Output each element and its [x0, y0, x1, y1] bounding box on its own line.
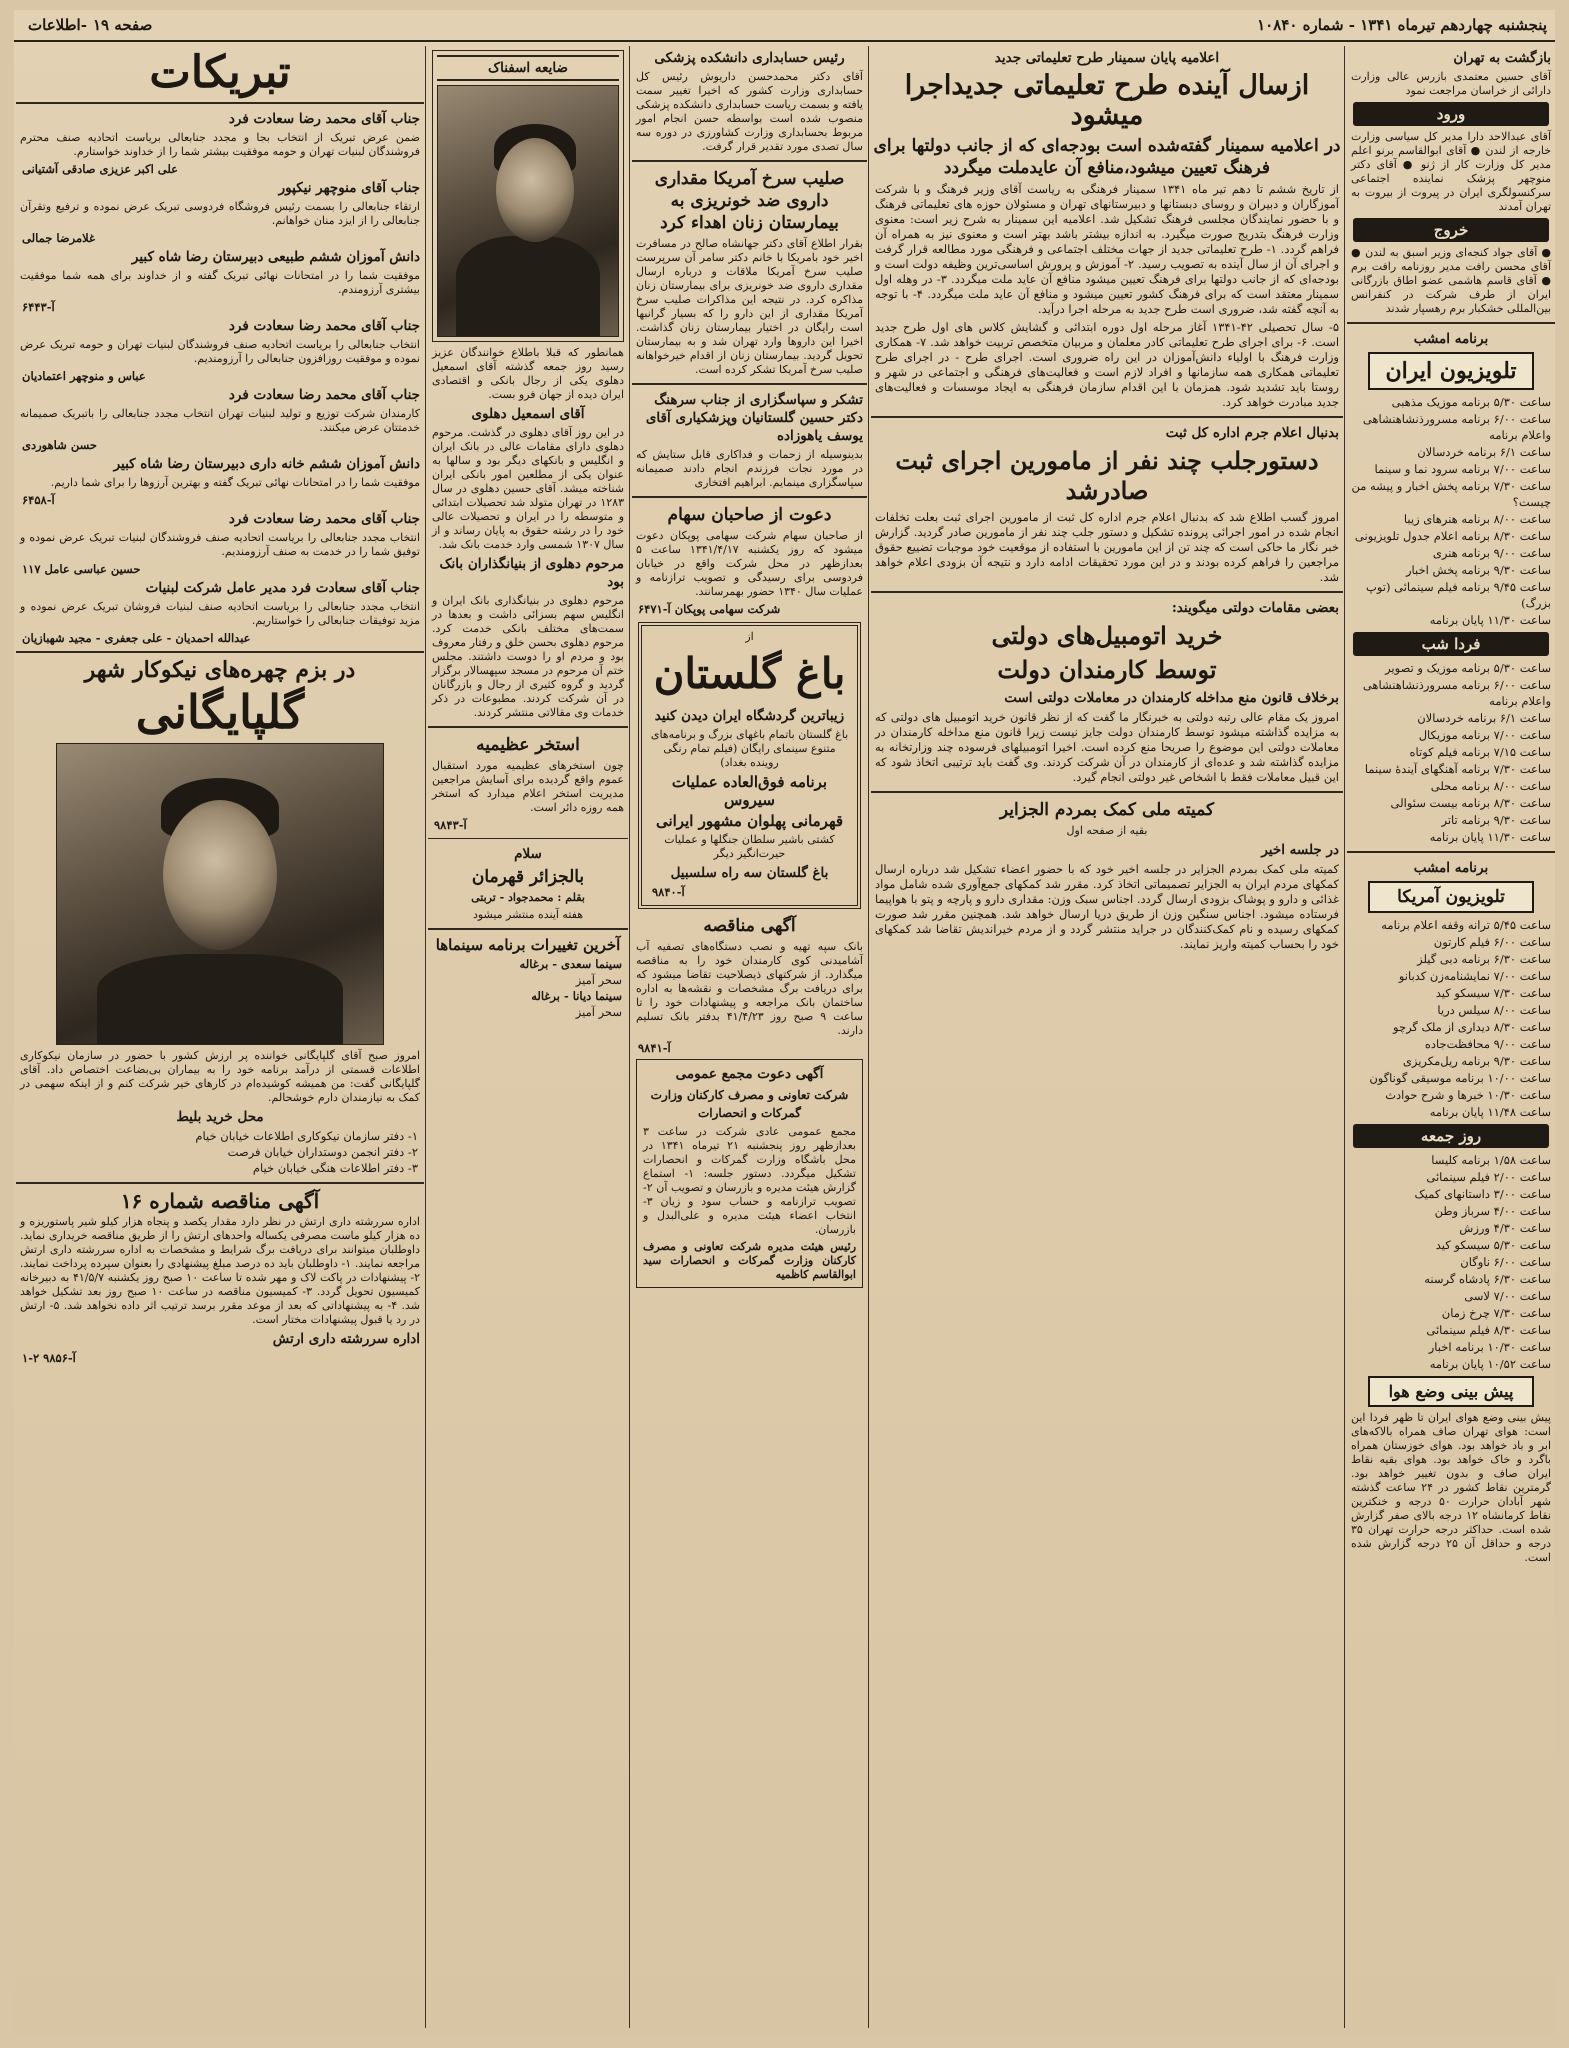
- congrats-item: [16, 510, 424, 576]
- face-shape: [163, 800, 277, 950]
- assembly-text: مجمع عمومی عادی شرکت در ساعت ۳ بعدازظهر روز پنجشنبه ۲۱ تیرماه ۱۳۴۱ در محل باشگاه وزارت گمرکات و انحصارات تشکیل میگردد. دستور جلسه: ۱- استماع گزارش هیئت مدیره و بازرسان و تصویب آن ۲- تصویب ترازنامه و حساب سود و زیان ۳- انتخاب اعضاء هیئت مدیره و علی‌البدل و بازرسان.: [643, 1125, 856, 1236]
- divider: [16, 1182, 424, 1184]
- greeting: سلام: [514, 846, 542, 862]
- program-line: ساعت ۶/۰۰ برنامه مسرورذنشاهنشاهی واعلام برنامه: [1362, 678, 1551, 708]
- registry-subtitle: بدنبال اعلام جرم اداره کل ثبت: [1165, 425, 1339, 441]
- program-line: ساعت ۴/۰۰ سرباز وطن: [1434, 1204, 1551, 1218]
- registry-body: امروز گسب اطلاع شد که بدنبال اعلام جرم اداره کل ثبت از مامورین اجرای ثبت بعلت تخلفات انجام شده در امور اجرائی پرونده تشکیل و دستور جلب چند نفر از مامورین صادر گردید. گزارش خبر نگار ما حاکی است که چند تن از این مامورین با استفاده از موقعیت خود موجبات تضییع حقوق مراجعین را فراهم کرده بودند و در این مورد تحقیقات ادامه دارد و نتیجه آن بزودی اعلام خواهد شد.: [875, 510, 1339, 584]
- program-line: ساعت ۸/۰۰ سیلس دریا: [1437, 1003, 1551, 1017]
- divider: [16, 651, 424, 653]
- column-rule: [425, 46, 426, 2028]
- feature-title: در بزم چهره‌های نیکوکار شهر: [84, 657, 356, 683]
- congrats-sender: آ-۶۴۵۸: [22, 493, 55, 507]
- newspaper-page: [14, 10, 1555, 2036]
- friday-heading: روز جمعه: [1353, 1124, 1549, 1148]
- congrats-item: [16, 317, 424, 383]
- registry-headline: دستورجلب چند نفر از مامورین اجرای ثبت صادرشد: [895, 446, 1319, 505]
- column-announcements: [632, 46, 867, 2028]
- congrats-item: [16, 579, 424, 645]
- obituary-block: [432, 50, 624, 342]
- cars-subtitle: بعضی مقامات دولتی میگویند:: [1171, 600, 1339, 616]
- congrats-message: انتخاب جنابعالی را بریاست اتحادیه صنف فروشندگان لبنیات تهران و حومه تبریک عرض نموده و موفقیت روزافزون جنابعالی را آرزومندیم.: [20, 338, 420, 365]
- program-line: ساعت ۹/۰۰ محافظت‌جاده: [1424, 1037, 1551, 1051]
- feature-name: گلپایگانی: [135, 685, 305, 739]
- garden-address: باغ گلستان سه راه سلسبیل: [670, 865, 829, 881]
- program-line: ساعت ۱۰/۰۰ برنامه موسیقی گوناگون: [1369, 1071, 1551, 1085]
- book-author: بقلم : محمدجواد - تربتی: [471, 891, 585, 904]
- congrats-item: [16, 386, 424, 452]
- obituary-title: ضایعه اسفناک: [437, 55, 619, 81]
- congrats-sender: علی اکبر عزیزی صادقی آشتیانی: [22, 162, 179, 176]
- departures-heading: خروج: [1353, 218, 1549, 242]
- program-line: ساعت ۵/۴۵ ترانه وقفه اعلام برنامه: [1381, 918, 1551, 932]
- medical-accounting-text: آقای دکتر محمدحسن داریوش رئیس کل حسابداری وزارت کشور که اخیرا تغییر سمت یافته و بسمت ریاست حسابداری دانشکده پزشکی منصوب شده است بواسطه حسن انجام امور مربوط بحسابداری وزارت کشاورزی در دوره سه سال تصدی مورد تقدیر قرار گرفت.: [636, 70, 863, 153]
- congrats-sender: آ-۶۴۴۳: [22, 300, 55, 314]
- congrats-recipient: جناب آقای سعادت فرد مدیر عامل شرکت لبنیات: [145, 580, 420, 596]
- cinema-line: سحر آمیز: [575, 1005, 622, 1019]
- divider: [428, 928, 628, 930]
- congrats-sender: عباس و منوچهر اعتمادیان: [22, 369, 146, 383]
- return-text: آقای حسین معتمدی بازرس عالی وزارت دارائی از خراسان مراجعت نمود: [1351, 70, 1551, 97]
- bank-tender-title: آگهی مناقصه: [703, 916, 796, 936]
- thanks-text: بدینوسیله از زحمات و فداکاری قابل ستایش که در مورد نجات فرزندم انجام دادند صمیمانه سپاسگزاری مینمایم. ابراهیم افتخاری: [636, 448, 863, 489]
- obituary-sub-1: آقای اسمعیل دهلوی: [471, 406, 585, 422]
- garden-from: از: [745, 630, 754, 643]
- program-line: ساعت ۸/۳۰ برنامه بیست سئوالی: [1390, 796, 1551, 810]
- cars-headline-2: توسط کارمندان دولت: [997, 655, 1217, 684]
- page-number: صفحه ۱۹: [92, 16, 153, 34]
- seminar-headline: ازسال آینده طرح تعلیماتی جدیداجرا میشود: [904, 70, 1310, 131]
- arrivals-heading: ورود: [1353, 102, 1549, 126]
- pool-title: استخر عظیمیه: [476, 735, 580, 755]
- program-line: ساعت ۹/۳۰ برنامه تاتر: [1441, 813, 1551, 827]
- assembly-notice: [636, 1059, 863, 1288]
- congrats-recipient: جناب آقای منوچهر نیکپور: [278, 180, 420, 196]
- cinema-line: سحر آمیز: [575, 973, 622, 987]
- divider: [632, 160, 867, 162]
- ad-code: آ-۶۴۷۱: [638, 602, 671, 616]
- cars-deck: برخلاف قانون منع مداخله کارمندان در معاملات دولتی است: [1004, 690, 1339, 706]
- congrats-message: موفقیت شما را در امتحانات نهائی تبریک گفته و از خداوند برای همه شما موفقیت بیشتری آرزومندم.: [20, 269, 420, 296]
- tonight-program-list: [1347, 394, 1555, 628]
- divider: [632, 383, 867, 385]
- congrats-recipient: دانش آموزان ششم خانه داری دبیرستان رضا شاه کبیر: [113, 456, 420, 472]
- page-label: صفحه ۱۹-اطلاعات: [28, 16, 153, 34]
- divider: [1347, 851, 1555, 853]
- tender16-title: آگهی مناقصه شماره ۱۶: [120, 1189, 320, 1213]
- congrats-message: موفقیت شما را در امتحانات نهائی تبریک گفته و بهترین آرزوها را برای شما داریم.: [50, 476, 420, 489]
- ad-code: آ-۹۸۴۱: [638, 1041, 671, 1055]
- congrats-sender: حسین عباسی عامل ۱۱۷: [22, 562, 141, 576]
- portrait-photo: [437, 85, 619, 337]
- congrats-item: [16, 455, 424, 507]
- seminar-body-continued: ۵- سال تحصیلی ۴۲-۱۳۴۱ آغاز مرحله اول دوره ابتدائی و گشایش کلاس های اول طرح جدید است. ۶- برای اجرای طرح تعلیماتی کادر معلمان و مربیان متخصص تربیت خواهد شد. ۷- همکاری وزارت فرهنگ با اولیاء دانش‌آموزان در این راه ضروری است. اجرای طرح - در اجرای طرح تعلیماتی همکاری همه سازمانها و افراد لازم است و فعالیت‌های فرهنگی و اجتماعی در شهر و روستا باید تشدید شود. همزمان با این اقدام سازمان فرهنگی به ایجاد موسسات و فعالیت‌های جدید مبادرت خواهد کرد.: [875, 320, 1340, 409]
- weather-logo: پیش بینی وضع هوا: [1368, 1376, 1534, 1407]
- congrats-message: ضمن عرض تبریک از انتخاب بجا و مجدد جنابعالی بریاست اتحادیه صنف محترم فروشندگان لبنیات تهران و حومه موفقیت بیشتر شما را از خداوند خواستارم.: [20, 131, 420, 158]
- program-line: ساعت ۵/۳۰ سیسکو کید: [1435, 1238, 1551, 1252]
- tender16-sign: اداره سررشته داری ارتش: [272, 1331, 420, 1347]
- program-line: ساعت ۸/۳۰ برنامه اعلام جدول تلویزیونی: [1354, 529, 1551, 543]
- program-line: ساعت ۳/۰۰ داستانهای کمیک: [1414, 1187, 1551, 1201]
- ticket-location: ۱- دفتر سازمان نیکوکاری اطلاعات خیابان خیام: [195, 1129, 418, 1143]
- shareholders-text: از صاحبان سهام شرکت سهامی پوپکان دعوت میشود که روز یکشنبه ۱۳۴۱/۴/۱۷ ساعت ۵ بعدازظهر در محل شرکت واقع در خیابان فردوسی برای رسیدگی و تصویب ترازنامه و عملیات سال ۱۳۴۰ حضور بهمرسانند.: [636, 529, 863, 598]
- assembly-company: شرکت تعاونی و مصرف کارکنان وزارت گمرکات و انحصارات: [650, 1088, 849, 1120]
- tomorrow-program-list: [1347, 660, 1555, 845]
- cinema-changes-title: آخرین تغییرات برنامه سینماها: [435, 936, 621, 954]
- assembly-title: آگهی دعوت مجمع عمومی: [675, 1066, 824, 1082]
- program-line: ساعت ۷/۰۰ لاسی: [1464, 1289, 1551, 1303]
- program-line: ساعت ۷/۰۰ نمایشنامه‌زن کدبانو: [1398, 969, 1551, 983]
- program-line: ساعت ۱۱/۴۸ پایان برنامه: [1429, 1105, 1551, 1119]
- congrats-recipient: دانش آموزان ششم طبیعی دبیرستان رضا شاه کبیر: [131, 249, 420, 265]
- algeria-body: کمیته ملی کمک بمردم الجزایر در جلسه اخیر خود که با حضور اعضاء تشکیل شد درباره ارسال کمکهای مردم ایران به الجزایر تصمیماتی اتخاذ کرد. مقرر شد کمکهای جمع‌آوری شده شامل مواد غذائی و دارو و پوشاک بزودی ارسال گردد. اجناس سبک وزن: مقداری دارو و پارچه و پتو با هواپیما فرستاده میشود. اجناس سنگین وزن از طریق دریا ارسال خواهد شد. همچنین مقرر شد صورت کمکهای رسیده و نام کمک‌کنندگان در جراید منتشر گردد و از مردم خیراندیش تقاضا شد کمکهای خود را بحساب کمیته واریز نمایند.: [875, 862, 1339, 951]
- congrats-recipient: جناب آقای محمد رضا سعادت فرد: [228, 387, 420, 403]
- ad-code: آ-۹۸۴۳: [434, 818, 467, 832]
- program-line: ساعت ۶/۱ برنامه خردسالان: [1417, 711, 1551, 725]
- congrats-title: تبریکات: [149, 47, 291, 98]
- tonight2-heading: برنامه امشب: [1413, 860, 1489, 876]
- book-title: بالجزائر قهرمان: [471, 867, 585, 887]
- program-line: ساعت ۷/۳۰ چرخ زمان: [1441, 1306, 1551, 1320]
- seminar-deck: در اعلامیه سمینار گفته‌شده است بودجه‌ای که از جانب دولتها برای فرهنگ تعیین میشود،منافع آن عایدملت میگردد: [873, 136, 1341, 178]
- seminar-body: از تاریخ ششم تا دهم تیر ماه ۱۳۴۱ سمینار فرهنگی به ریاست آقای وزیر فرهنگ و با شرکت آموزگاران و دبیران و روسای دبستانها و دبیرستانهای تهران و مسئولان حوزه های تعلیماتی فرهنگ و با حضور نمایندگان مجلسی فرهنگ تشکیل شد. اعلامیه این سمینار به شرح زیر است: معنوی وزارت فرهنگ بتدریج صورت میگیرد. به اندازه بیشتر باشد بهتر است و معنوی نیز به همراه آن فراهم گردد. ۱- طرح تعلیماتی جدید از جهات مختلف اجتماعی و فرهنگی مورد مطالعه قرار گرفت و اجرای آن از سال آینده به تصویب رسید. ۲- آموزش و پرورش اساسی‌ترین وظیفه دولت است و بودجه‌ای که از جانب دولتها برای فرهنگ تعیین میشود منافع آن عاید ملت میگردد. ۳- در وهله اول سمینار معتقد است که برای فرهنگ کشور تعیین میشود و منافع آن عاید ملت میگردد. ۴- با توجه به آنچه گفته شد، ضروری است طرح جدید به مرحله اجرا درآید.: [875, 182, 1340, 316]
- program-line: ساعت ۶/۰۰ ناوگان: [1460, 1255, 1551, 1269]
- column-congratulations: [16, 46, 424, 2028]
- paper-name: اطلاعات: [28, 16, 81, 34]
- congrats-item: [16, 110, 424, 176]
- program-line: ساعت ۸/۳۰ دیداری از ملک گرچو: [1393, 1020, 1551, 1034]
- garden-name: باغ گلستان: [653, 649, 846, 698]
- shareholders-title: دعوت از صاحبان سهام: [667, 505, 832, 525]
- divider: [428, 726, 628, 728]
- program-line: ساعت ۵/۳۰ برنامه موزیک مذهبی: [1391, 395, 1551, 409]
- program-line: ساعت ۷/۳۰ سیسکو کید: [1435, 986, 1551, 1000]
- program-line: ساعت ۱/۵۸ برنامه کلیسا: [1431, 1153, 1551, 1167]
- thanks-title: تشکر و سپاسگزاری از جناب سرهنگ دکتر حسین گلستانیان وپزشکیاری آقای یوسف یاهوزاده: [645, 392, 863, 444]
- tv-america-list: [1347, 917, 1555, 1120]
- medical-accounting-heading: رئیس حسابداری دانشکده پزشکی: [654, 50, 845, 66]
- program-line: ساعت ۶/۱ برنامه خردسالان: [1417, 445, 1551, 459]
- congrats-message: کارمندان شرکت توزیع و تولید لبنیات تهران انتخاب مجدد جنابعالی را باتبریک صمیمانه خدمتتان عرض میکنند.: [20, 407, 420, 434]
- divider: [16, 102, 424, 104]
- divider: [871, 591, 1343, 593]
- suit-shape: [456, 236, 600, 336]
- congrats-sender: غلامرضا جمالی: [22, 231, 96, 245]
- algeria-continued: بقیه از صفحه اول: [1066, 824, 1148, 837]
- congrats-message: انتخاب مجدد جنابعالی را بریاست اتحادیه صنف لبنیات فروشان تبریک عرض نموده و مزید توفیقات جنابعالی را خواستاریم.: [20, 600, 420, 627]
- cars-body: امروز یک مقام عالی رتبه دولتی به خبرنگار ما گفت که از نظر قانون خرید اتومبیل های دولتی که به مزایده گذاشته میشود توسط کارمندان دولت جایز نیست زیرا قانون منع مداخله کارمندان در معاملات دولتی این موضوع را صریحا منع کرده است. اخیرا اتومبیلهای فرسوده چند وزارتخانه به مزایده گذاشته شد و عده‌ای از کارمندان در آن شرکت کردند. وی گفت باید ترتیبی اتخاذ شود که این قبیل معاملات فقط با اشخاص غیر دولتی انجام گیرد.: [875, 710, 1339, 784]
- congrats-recipient: جناب آقای محمد رضا سعادت فرد: [228, 318, 420, 334]
- program-line: ساعت ۹/۴۵ برنامه فیلم سینمائی (توپ بزرگ): [1366, 580, 1551, 610]
- congrats-message: انتخاب مجدد جنابعالی را بریاست اتحادیه صنف فروشندگان لبنیات تبریک عرض نموده و توفیق شما را در خدمت به صنف آرزومندیم.: [20, 531, 420, 558]
- program-line: ساعت ۱۰/۵۲ پایان برنامه: [1429, 1357, 1551, 1371]
- ticket-location: ۲- دفتر انجمن دوستداران خیابان فرصت: [227, 1145, 418, 1159]
- face-shape: [496, 138, 574, 242]
- divider: [632, 496, 867, 498]
- column-rule: [868, 46, 869, 2028]
- shareholders-sign: [638, 602, 861, 616]
- program-line: ساعت ۱۰/۳۰ خبرها و شرح حوادث: [1385, 1088, 1551, 1102]
- cars-headline-1: خرید اتومبیل‌های دولتی: [991, 621, 1223, 650]
- program-line: ساعت ۶/۳۰ برنامه دبی گیلز: [1417, 952, 1551, 966]
- obituary-body-2: مرحوم دهلوی در بنیانگذاری بانک ایران و انگلیس سهم بسزائی داشت و بعدها در سمت‌های مختلف بانکی خدمت کرد. مرحوم دهلوی بحسن خلق و رفتار معروف بود و مردم او را دوست داشتند. مجلس ختم آن مرحوم در مسجد سپهسالار برگزار گردید و گروه کثیری از رجال و بازرگانان در آن شرکت کردند. مطبوعات در ذکر خدمات وی مقالاتی منتشر کردند.: [432, 594, 624, 719]
- column-rule: [629, 46, 630, 2028]
- singer-photo: [56, 743, 384, 1045]
- program-line: ساعت ۵/۳۰ برنامه موزیک و تصویر: [1385, 661, 1551, 675]
- congrats-item: [16, 248, 424, 314]
- program-line: ساعت ۱۰/۳۰ برنامه اخبار: [1428, 1340, 1551, 1354]
- ticket-location-title: محل خرید بلیط: [176, 1109, 264, 1125]
- shareholders-company: شرکت سهامی پوپکان: [674, 602, 781, 616]
- program-line: ساعت ۴/۳۰ ورزش: [1459, 1221, 1551, 1235]
- program-line: ساعت ۷/۳۰ برنامه پخش اخبار و پیشه من چیست؟: [1351, 479, 1551, 509]
- tomorrow-heading: فردا شب: [1353, 632, 1549, 656]
- program-line: ساعت ۶/۰۰ فیلم کارتون: [1433, 935, 1551, 949]
- obituary-intro: همانطور که قبلا باطلاع خوانندگان عزیز رسید روز جمعه گذشته آقای اسمعیل دهلوی یکی از رجال بانکی و اقتصادی ایران دیده از جهان فرو بست.: [432, 346, 624, 401]
- seminar-subtitle: اعلامیه پایان سمینار طرح تعلیماتی جدید: [994, 50, 1220, 66]
- ad-code: آ-۹۸۵۶: [43, 1351, 76, 1365]
- feature-text: امروز صبح آقای گلپایگانی خواننده پر ارزش کشور با حضور در سازمان نیکوکاری اطلاعات قسمتی از درآمد برنامه خود را به بیماران بی‌بضاعت اختصاص داد. آقای گلپایگانی گفت: من همیشه کوشیده‌ام در کارهای خیر شرکت کنم و از اینکه سهمی در کمک به نیازمندان دارم خوشحالم.: [20, 1049, 420, 1104]
- ad-page: ۲-۱: [22, 1351, 40, 1365]
- congrats-recipient: جناب آقای محمد رضا سعادت فرد: [228, 511, 420, 527]
- congrats-sender: عبدالله احمدیان - علی جعفری - مجید شهبازیان: [22, 631, 251, 645]
- friday-program-list: [1347, 1152, 1555, 1372]
- garden-hero: قهرمانی پهلوان مشهور ایرانی: [655, 812, 844, 830]
- algeria-headline: کمیته ملی کمک بمردم الجزایر: [999, 800, 1215, 820]
- obituary-sub-2: مرحوم دهلوی از بنیانگذاران بانک بود: [439, 556, 624, 590]
- column-obituary: [428, 46, 628, 2028]
- program-line: ساعت ۹/۰۰ برنامه هنری: [1432, 546, 1551, 560]
- golestan-garden-ad: [638, 622, 861, 909]
- return-heading: بازگشت به تهران: [1453, 50, 1551, 66]
- cinema-line: سینما سعدی - برغاله: [519, 957, 622, 971]
- book-note: هفته آینده منتشر میشود: [472, 908, 584, 921]
- column-main-news: [871, 46, 1343, 2028]
- redcross-text: بقرار اطلاع آقای دکتر جهانشاه صالح در مسافرت اخیر خود بامریکا با خانم دکتر سامر آن سرپرست صلیب سرخ آمریکا ملاقات و درباره ارسال مقداری داروی ضد خونریزی برای بیمارستان زنان مذاکره کرد. در نتیجه این مذاکرات صلیب سرخ آمریکا مقداری از این دارو را که بسیار گرانبها است رایگان در اختیار بیمارستان زنان گذاشت. اخیرا این داروها وارد تهران شد و به بیمارستان تحویل گردید. بیمارستان زنان از اقدام خیرخواهانه صلیب سرخ آمریکا تشکر کرده است.: [636, 237, 863, 376]
- tonight-heading: برنامه امشب: [1413, 331, 1489, 347]
- divider: [871, 791, 1343, 793]
- garden-program: برنامه فوق‌العاده عملیات سیروس: [671, 773, 828, 809]
- ad-code: آ-۹۸۴۰: [652, 885, 685, 899]
- obituary-body-1: در این روز آقای دهلوی در گذشت. مرحوم دهلوی دارای مقامات عالی در بانک ایران و انگلیس و بانکهای دیگر بود و سالها به عنوان یکی از مطلعین امور بانکی ایران شناخته میشد. آقای حسین دهلوی در سال ۱۲۸۳ در تهران متولد شد تحصیلات ابتدائی و متوسطه را در ایران و تحصیلات عالی خود را در رشته حقوق به پایان رساند و از سال ۱۳۰۷ شمسی وارد خدمت بانک شد.: [432, 426, 624, 551]
- program-line: ساعت ۸/۳۰ فیلم سینمائی: [1426, 1323, 1551, 1337]
- weather-text: پیش بینی وضع هوای ایران تا ظهر فردا این است: هوای تهران صاف همراه بالاکه‌های ابر و باد خواهد بود. هوای خوزستان همراه باگرد و خاک خواهد بود. هوای بقیه نقاط ایران صاف و بدون تغییر خواهد بود. گرمترین نقاط کشور در ۲۴ ساعت گذشته شهر آبادان حرارت ۵۰ درجه و خنکترین نقاط کرمانشاه ۱۲ درجه بالای صفر گزارش شده است. حداکثر درجه حرارت تهران ۳۵ درجه و حداقل آن ۲۵ درجه گزارش شده است.: [1351, 1411, 1551, 1564]
- cinema-line: سینما دیانا - برغاله: [531, 989, 622, 1003]
- program-line: ساعت ۷/۳۰ برنامه آهنگهای آیندهٔ سینما: [1364, 762, 1551, 776]
- shirt-shape: [97, 954, 343, 1044]
- congrats-sender: حسن شاهوردی: [22, 438, 97, 452]
- program-line: ساعت ۹/۳۰ برنامه ریل‌مکریزی: [1402, 1054, 1551, 1068]
- column-news-tv: [1347, 46, 1555, 2028]
- departures-text: ● آقای جواد کنجه‌ای وزیر اسبق به لندن ● آقای محسن رافت مدیر روزنامه رافت برم ● آقای قاسم هاشمی عضو اطاق بازرگانی ایران از طرف شرکت در کنفرانس بین‌المللی خشکبار برم رهسپار شدند: [1351, 246, 1551, 315]
- column-rule: [1344, 46, 1345, 2028]
- program-line: ساعت ۷/۱۵ برنامه فیلم کوتاه: [1409, 745, 1551, 759]
- arrivals-text: آقای عبدالاحد دارا مدیر کل سیاسی وزارت خارجه از لندن ● آقای ابوالقاسم برنو اعلم مدیر کل وزارت کار از ژنو ● آقای دکتر منوچهر پزشک نماینده اجتماعی سرکنسولگری ایران در پیروت از بیروت به تهران آمدند: [1351, 130, 1551, 213]
- garden-show: کشتی باشیر سلطان جنگلها و عملیات حیرت‌انگیز دیگر: [664, 833, 835, 860]
- program-line: ساعت ۶/۰۰ برنامه مسرورذنشاهنشاهی واعلام برنامه: [1362, 412, 1551, 442]
- program-line: ساعت ۷/۰۰ برنامه موزیکال: [1418, 728, 1551, 742]
- redcross-headline: صلیب سرخ آمریکا مقداری داروی ضد خونریزی به بیمارستان زنان اهداء کرد: [654, 169, 845, 233]
- divider: [871, 416, 1343, 418]
- algeria-meeting: در جلسه اخیر: [1261, 842, 1339, 858]
- program-line: ساعت ۸/۰۰ برنامه هنرهای زیبا: [1403, 512, 1551, 526]
- garden-line-1: زیباترین گردشگاه ایران دیدن کنید: [654, 708, 845, 724]
- tender16-codes: [22, 1351, 418, 1365]
- congrats-message: ارتقاء جنابعالی را بسمت رئیس فروشگاه فردوسی تبریک عرض نموده و ترفیع وتقرآن جنابعالی را از ایزد منان خواهانم.: [20, 200, 420, 227]
- divider: [428, 838, 628, 839]
- garden-line-2: باغ گلستان باتمام باغهای بزرگ و برنامه‌های متنوع سینمای رایگان (فیلم تمام رنگی روینده بغداد): [650, 728, 849, 769]
- program-line: ساعت ۶/۳۰ پادشاه گرسنه: [1424, 1272, 1551, 1286]
- congrats-item: [16, 179, 424, 245]
- divider: [1347, 322, 1555, 324]
- masthead: [14, 10, 1555, 42]
- program-line: ساعت ۱۱/۳۰ پایان برنامه: [1429, 830, 1551, 844]
- program-line: ساعت ۸/۰۰ برنامه محلی: [1430, 779, 1551, 793]
- program-line: ساعت ۲/۰۰ فیلم سینمائی: [1426, 1170, 1551, 1184]
- congrats-recipient: جناب آقای محمد رضا سعادت فرد: [228, 111, 420, 127]
- ticket-location: ۳- دفتر اطلاعات هنگی خیابان خیام: [252, 1161, 418, 1175]
- tender16-text: اداره سررشته داری ارتش در نظر دارد مقدار یکصد و پنجاه هزار کیلو شیر پاستوریزه و ده هزار کیلو ماست مصرفی یکساله واحدهای ارتش را از طریق مناقصه خریداری نماید. داوطلبان میتوانند برای دریافت برگ شرایط و مشخصات به اداره سررشته داری ارتش مراجعه نمایند. ۱- داوطلبان باید ده درصد مبلغ پیشنهادی را بعنوان سپرده پرداخت نمایند. ۲- پیشنهادات در پاکت لاک و مهر شده تا ساعت ۱۰ صبح روز یکشنبه ۴۱/۵/۷ به دبیرخانه کمیسیون تحویل گردد. ۳- کمیسیون مناقصه در ساعت ۱۰ صبح روز بعد تشکیل خواهد شد. ۴- به پیشنهاداتی که بعد از موعد مقرر برسد ترتیب اثر داده نخواهد شد. ۵- ارتش در رد یا قبول پیشنهادات مختار است.: [20, 1215, 421, 1326]
- tv-iran-logo: تلویزیون ایران: [1368, 352, 1534, 390]
- issue-date: پنجشنبه چهاردهم تیرماه ۱۳۴۱ - شماره ۱۰۸۴۰: [1257, 16, 1547, 34]
- program-line: ساعت ۹/۳۰ برنامه پخش اخبار: [1405, 563, 1551, 577]
- pool-text: چون استخرهای عظیمیه مورد استقبال عموم واقع گردیده برای آسایش مراجعین مدیریت استخر اعلام میدارد که استخر همه روزه دائر است.: [432, 759, 624, 814]
- assembly-sign: رئیس هیئت مدیره شرکت تعاونی و مصرف کارکنان وزارت گمرکات و انحصارات سید ابوالقاسم کاظمیه: [643, 1240, 856, 1281]
- bank-tender-text: بانک سپه تهیه و نصب دستگاه‌های تصفیه آب آشامیدنی کوی کارمندان خود را به مناقصه میگذارد. از شرکتهای ذیصلاحیت تقاضا میشود که برای دریافت برگ مشخصات و نقشه‌ها به اداره ساختمان بانک مراجعه و پیشنهادات خود را تا ساعت ۹ صبح روز ۴۱/۴/۲۳ بدفتر بانک تسلیم دارند.: [636, 940, 864, 1037]
- program-line: ساعت ۱۱/۳۰ پایان برنامه: [1429, 613, 1551, 627]
- tv-america-logo: تلویزیون آمریکا: [1368, 881, 1534, 913]
- program-line: ساعت ۷/۰۰ برنامه سرود نما و سینما: [1374, 462, 1551, 476]
